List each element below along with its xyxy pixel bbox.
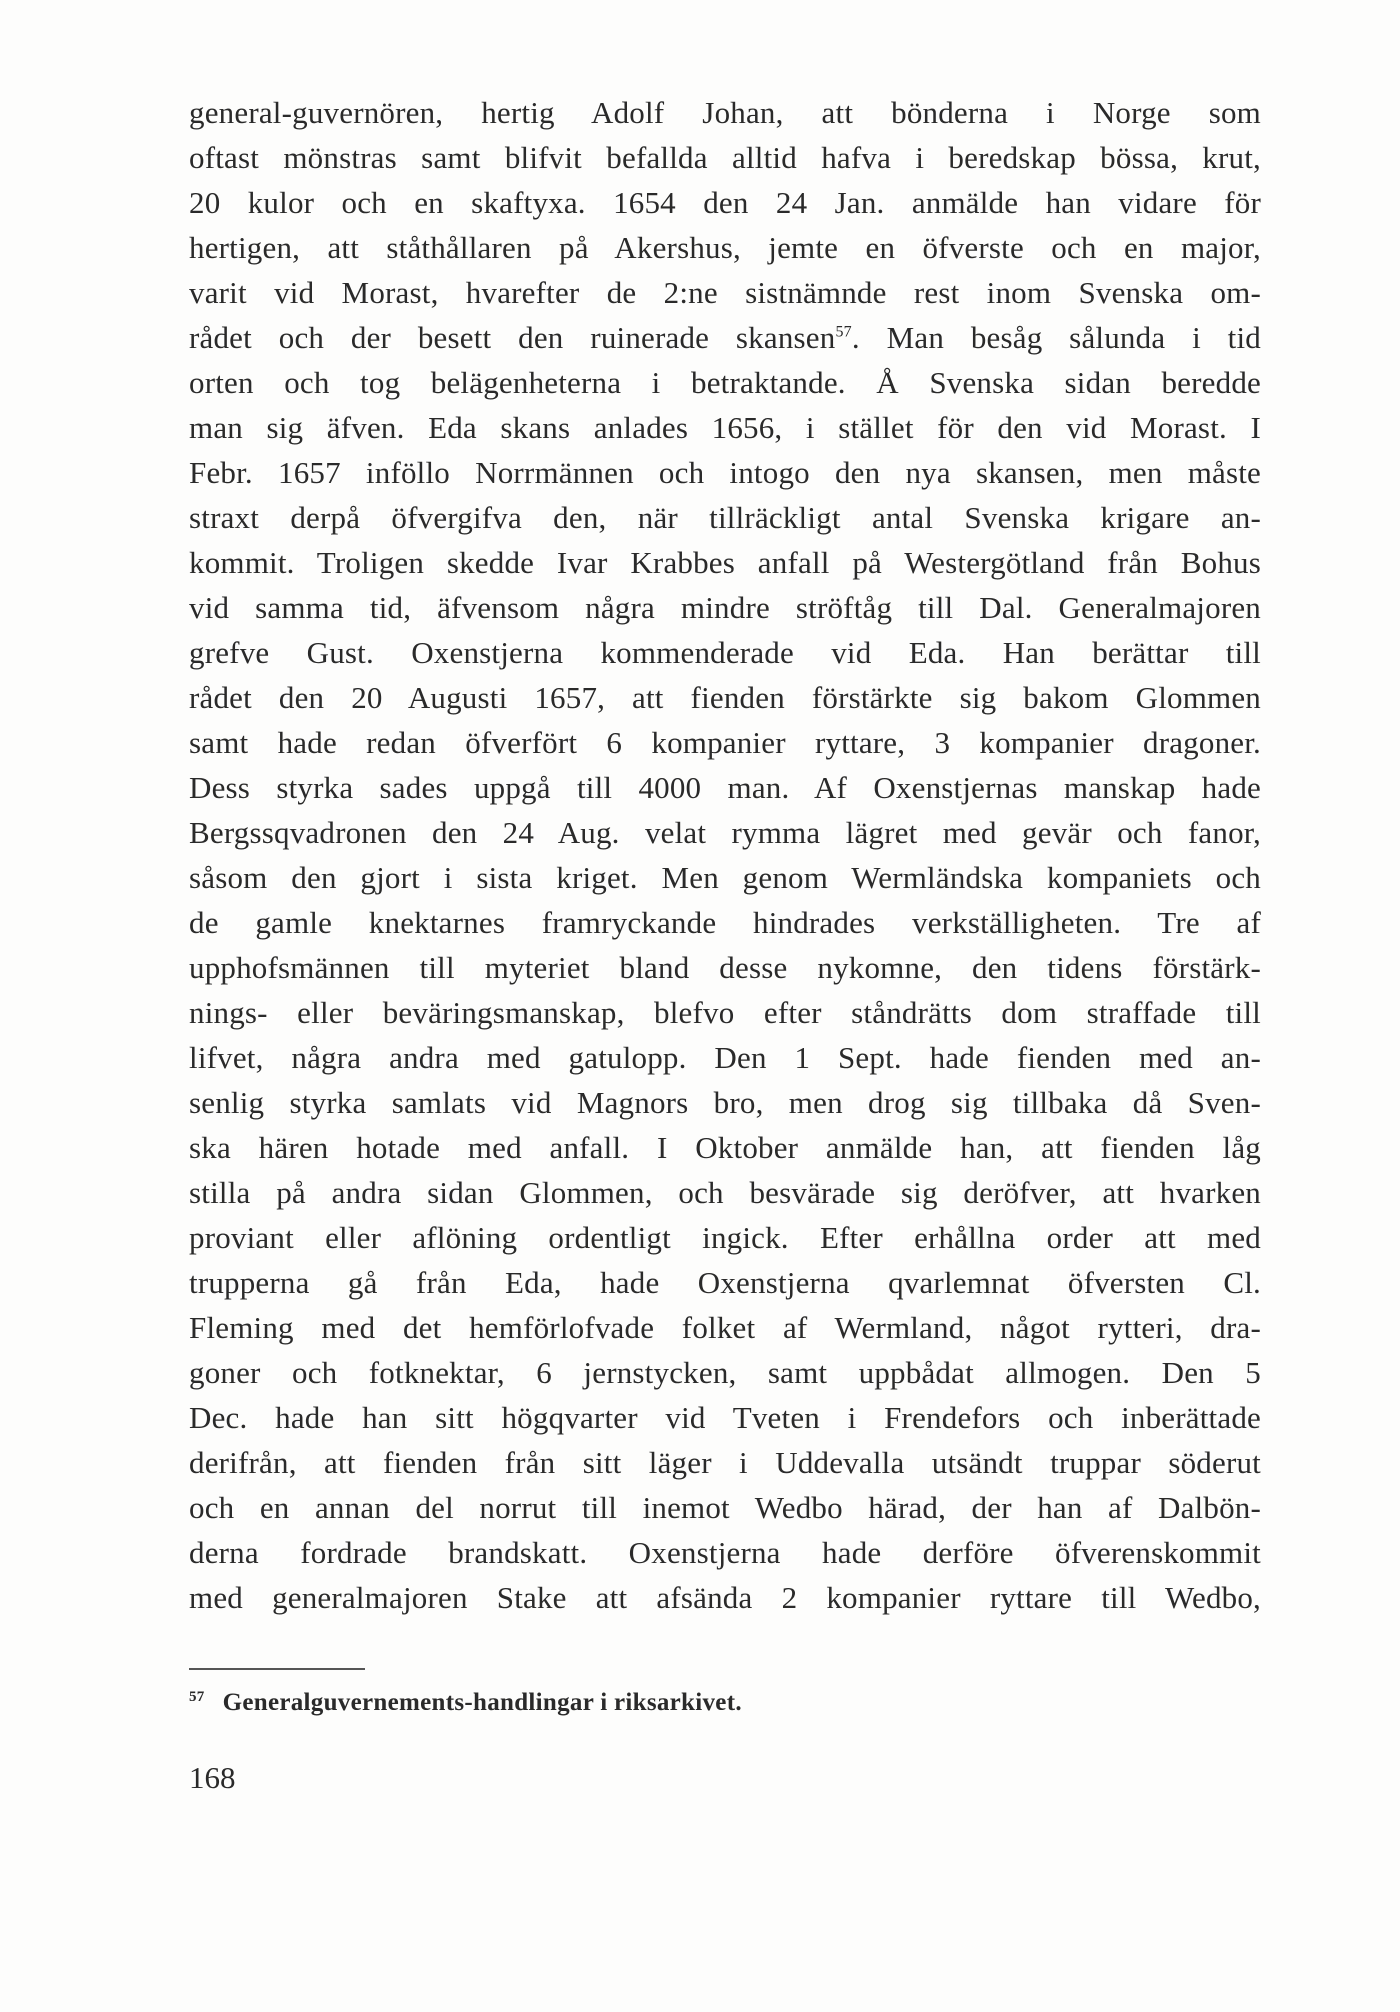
page-number: 168 <box>189 1760 236 1795</box>
text-line: senlig styrka samlats vid Magnors bro, men drog sig tillbaka då Sven- <box>189 1085 1261 1120</box>
footnote-number: 57 <box>189 1688 205 1705</box>
text-line: orten och tog belägenheterna i betraktande. Å Svenska sidan beredde <box>189 365 1261 400</box>
footnote <box>189 1686 742 1720</box>
text-line: derifrån, att fienden från sitt läger i Uddevalla utsändt truppar söderut <box>189 1445 1261 1480</box>
text-line: upphofsmännen till myteriet bland desse nykomne, den tidens förstärk- <box>189 950 1261 985</box>
footnote-text: Generalguvernements-handlingar i riksarkivet. <box>222 1689 742 1716</box>
text-line: Dess styrka sades uppgå till 4000 man. Af Oxenstjernas manskap hade <box>189 770 1261 805</box>
text-line: general-guvernören, hertig Adolf Johan, att bönderna i Norge som <box>189 95 1261 130</box>
text-line: kommit. Troligen skedde Ivar Krabbes anfall på Westergötland från Bohus <box>189 545 1261 580</box>
text-line: proviant eller aflöning ordentligt ingick. Efter erhållna order att med <box>189 1220 1261 1255</box>
text-segment: . Man besåg sålunda i tid <box>851 320 1261 355</box>
text-line: 20 kulor och en skaftyxa. 1654 den 24 Jan. anmälde han vidare för <box>189 185 1261 220</box>
body-text <box>189 90 1261 1710</box>
footnote-reference: 57 <box>835 323 852 341</box>
footnote-divider <box>189 1668 365 1670</box>
text-line: straxt derpå öfvergifva den, när tillräckligt antal Svenska krigare an- <box>189 500 1261 535</box>
text-line: rådet den 20 Augusti 1657, att fienden förstärkte sig bakom Glommen <box>189 680 1261 715</box>
text-line: trupperna gå från Eda, hade Oxenstjerna qvarlemnat öfversten Cl. <box>189 1265 1261 1300</box>
text-line: och en annan del norrut till inemot Wedbo härad, der han af Dalbön- <box>189 1490 1261 1525</box>
text-line: man sig äfven. Eda skans anlades 1656, i stället för den vid Morast. I <box>189 410 1261 445</box>
text-line: Dec. hade han sitt högqvarter vid Tveten i Frendefors och inberättade <box>189 1400 1261 1435</box>
text-line: ska hären hotade med anfall. I Oktober anmälde han, att fienden låg <box>189 1130 1261 1165</box>
text-line-with-footnote-ref <box>189 315 1261 360</box>
text-line: lifvet, några andra med gatulopp. Den 1 Sept. hade fienden med an- <box>189 1040 1261 1075</box>
text-line: grefve Gust. Oxenstjerna kommenderade vid Eda. Han berättar till <box>189 635 1261 670</box>
text-line: samt hade redan öfverfört 6 kompanier ryttare, 3 kompanier dragoner. <box>189 725 1261 760</box>
text-line: såsom den gjort i sista kriget. Men genom Wermländska kompaniets och <box>189 860 1261 895</box>
text-line <box>189 1620 1261 1665</box>
text-line: nings- eller beväringsmanskap, blefvo efter ståndrätts dom straffade till <box>189 995 1261 1030</box>
text-line: derna fordrade brandskatt. Oxenstjerna hade derföre öfverenskommit <box>189 1535 1261 1570</box>
text-line: vid samma tid, äfvensom några mindre ströftåg till Dal. Generalmajoren <box>189 590 1261 625</box>
text-line: varit vid Morast, hvarefter de 2:ne sistnämnde rest inom Svenska om- <box>189 275 1261 310</box>
text-line: goner och fotknektar, 6 jernstycken, samt uppbådat allmogen. Den 5 <box>189 1355 1261 1390</box>
text-line: de gamle knektarnes framryckande hindrades verkställigheten. Tre af <box>189 905 1261 940</box>
text-line: hertigen, att ståthållaren på Akershus, jemte en öfverste och en major, <box>189 230 1261 265</box>
text-line: stilla på andra sidan Glommen, och besvärade sig deröfver, att hvarken <box>189 1175 1261 1210</box>
text-line: med generalmajoren Stake att afsända 2 kompanier ryttare till Wedbo, <box>189 1580 1261 1615</box>
text-segment: rådet och der besett den ruinerade skansen <box>189 320 836 355</box>
text-line: Febr. 1657 inföllo Norrmännen och intogo den nya skansen, men måste <box>189 455 1261 490</box>
text-line: Fleming med det hemförlofvade folket af Wermland, något rytteri, dra- <box>189 1310 1261 1345</box>
text-line: oftast mönstras samt blifvit befallda alltid hafva i beredskap bössa, krut, <box>189 140 1261 175</box>
text-line: Bergssqvadronen den 24 Aug. velat rymma lägret med gevär och fanor, <box>189 815 1261 850</box>
